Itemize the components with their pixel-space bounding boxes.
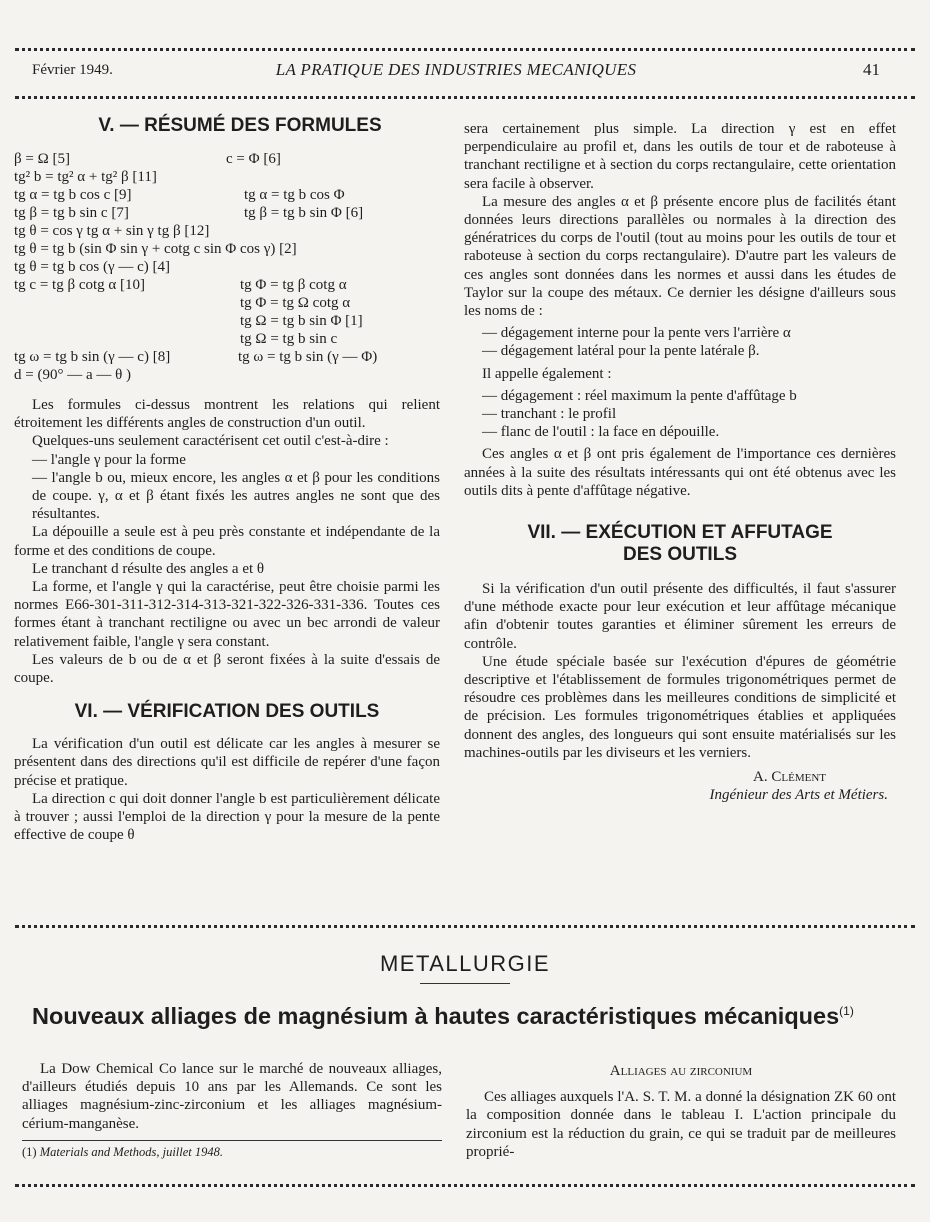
footnote-mark: (1) (22, 1145, 37, 1159)
top-dotted-rule (15, 48, 915, 51)
formula: tg Ω = tg b sin Φ [1] (240, 313, 363, 329)
header-journal-title: LA PRATIQUE DES INDUSTRIES MECANIQUES (275, 60, 637, 79)
formula: tg ω = tg b sin (γ — Φ) (238, 349, 378, 365)
formula: tg c = tg β cotg α [10] (14, 277, 146, 293)
formula: tg ω = tg b sin (γ — c) [8] (14, 349, 171, 365)
paragraph: Le tranchant d résulte des angles a et θ (32, 560, 265, 577)
paragraph: — tranchant : le profil (482, 406, 617, 423)
paragraph: Les valeurs de b ou de α et β seront fixées à la suite d'essais de coupe. (14, 651, 440, 687)
left-column (14, 396, 440, 844)
paragraph: Quelques-uns seulement caractérisent cet outil c'est-à-dire : (32, 433, 389, 450)
formula: tg θ = tg b (sin Φ sin γ + cotg c sin Φ cos γ) [2] (14, 241, 297, 257)
formula: tg α = tg b cos c [9] (14, 187, 132, 203)
formula: tg Φ = tg Ω cotg α (240, 295, 351, 311)
paragraph: — l'angle b ou, mieux encore, les angles α et β pour les conditions de coupe. γ, α et β étant fixés les autres angles ne sont que des résultantes. (32, 469, 440, 523)
paragraph: — flanc de l'outil : la face en dépouille. (482, 424, 720, 441)
author-title: Ingénieur des Arts et Métiers. (709, 787, 888, 804)
paragraph: — dégagement latéral pour la pente latérale β. (482, 343, 760, 360)
rubric-underline (420, 983, 510, 984)
bottom-dotted-rule (15, 1184, 915, 1187)
formula: c = Φ [6] (226, 151, 281, 167)
formula: tg β = tg b sin Φ [6] (244, 205, 364, 221)
formula: tg α = tg b cos Φ (244, 187, 345, 203)
right-column (464, 120, 896, 805)
header-dotted-rule (15, 96, 915, 99)
formula: tg β = tg b sin c [7] (14, 205, 129, 221)
section-6-title: VI. — VÉRIFICATION DES OUTILS (74, 701, 380, 723)
paragraph: La mesure des angles α et β présente encore plus de facilités étant données leurs directions parallèles ou normales à la direction des génératrices du corps de l'outil (tout au moins pour les outils de tour et raboteuse à section du corps rectangulaire). D'autre part les valeurs de ces angles sont données dans les normes et aussi dans les études de Taylor sur la coupe des métaux. Ce dernier les désigne d'ailleurs sous les noms de : (464, 193, 896, 320)
article-dotted-rule (15, 925, 915, 928)
title-footnote-mark: (1) (839, 1004, 854, 1019)
article-title-text: Nouveaux alliages de magnésium à hautes caractéristiques mécaniques (32, 1003, 840, 1029)
formula: tg Φ = tg β cotg α (240, 277, 347, 293)
article-right-column (466, 1062, 896, 1161)
section-5-title: V. — RÉSUMÉ DES FORMULES (98, 115, 382, 136)
formula: d = (90° — a — θ ) (14, 367, 132, 383)
paragraph: Il appelle également : (482, 365, 612, 382)
formula: tg θ = cos γ tg α + sin γ tg β [12] (14, 223, 210, 239)
paragraph: Une étude spéciale basée sur l'exécution d'épures de géométrie descriptive et l'établissement de formules trigonométriques permet de résoudre ces problèmes dans les meilleures conditions de simplicité et de précision. Les formules trigonométriques établies et appliquées donnent des angles, des longueurs qui sont ensuite matérialisés sur les machines-outils par les diviseurs et les verniers. (464, 653, 896, 761)
paragraph: La vérification d'un outil est délicate car les angles à mesurer se présentent dans des directions qu'il est difficile de repérer d'une façon précise et pratique. (14, 736, 440, 789)
section-7-title-line2: DES OUTILS (622, 544, 737, 566)
rubric-heading: METALLURGIE (379, 951, 551, 976)
section-7-title: VII. — EXÉCUTION ET AFFUTAGE (527, 522, 833, 544)
formula: β = Ω [5] (14, 151, 70, 167)
author-name: A. Clément (753, 769, 826, 786)
paragraph: Si la vérification d'un outil présente des difficultés, il faut s'assurer d'une méthode exacte pour leur exécution et leur affûtage mécanique afin d'obtenir toutes garanties et éliminer sûrement les erreurs de contrôle. (464, 581, 896, 652)
paragraph: La dépouille a seule est à peu près constante et indépendante de la forme et des conditions de coupe. (14, 524, 440, 559)
paragraph: La forme, et l'angle γ qui la caractérise, peut être choisie parmi les normes E66-301-311-312-314-313-321-322-326-331-336. Toutes ces formes étant à tranchant rectiligne ou avec un bec arrondi de valeur relativement faible, l'angle γ sera constant. (14, 579, 440, 650)
article-left-column (22, 1060, 442, 1133)
article-title (32, 1003, 910, 1030)
formula: tg² b = tg² α + tg² β [11] (14, 169, 157, 185)
paragraph: Les formules ci-dessus montrent les relations qui relient étroitement les différents angles de construction d'un outil. (14, 397, 440, 432)
formula: tg θ = tg b cos (γ — c) [4] (14, 259, 170, 275)
formula: tg Ω = tg b sin c (240, 331, 338, 347)
paragraph: Ces angles α et β ont pris également de l'importance ces dernières années à la suite des résultats intéressants qui ont été obtenus avec les outils dits à pente d'affûtage négative. (464, 446, 896, 499)
footnote (22, 1140, 442, 1160)
footnote-text: Materials and Methods, juillet 1948. (39, 1145, 224, 1159)
paragraph: — dégagement interne pour la pente vers l'arrière α (482, 325, 791, 342)
header-date: Février 1949. (32, 62, 113, 78)
running-header (32, 62, 880, 84)
subheading: Alliages au zirconium (609, 1063, 753, 1079)
paragraph: — l'angle γ pour la forme (32, 451, 186, 468)
paragraph: La Dow Chemical Co lance sur le marché de nouveaux alliages, d'ailleurs étudiés depuis 10 ans par les Allemands. Ce sont les alliages magnésium-zinc-zirconium et les alliages magnésium-cérium-manganèse. (22, 1061, 442, 1132)
page-number: 41 (863, 60, 880, 79)
paragraph: Ces alliages auxquels l'A. S. T. M. a donné la désignation ZK 60 ont la composition donnée dans le tableau I. L'action principale du zirconium est la réduction du grain, ce qui se traduit par de meilleures proprié- (466, 1089, 896, 1160)
paragraph: La direction c qui doit donner l'angle b est particulièrement délicate à trouver ; aussi l'emploi de la direction γ pour la mesure de la pente effective de coupe θ (14, 790, 440, 844)
paragraph: — dégagement : réel maximum la pente d'affûtage b (482, 387, 797, 404)
paragraph: sera certainement plus simple. La direction γ est en effet perpendiculaire au profil et, dans les outils de tour et de raboteuse à tranchant rectiligne et à section du corps rectangulaire, cette orientation sera facile à observer. (464, 121, 896, 192)
